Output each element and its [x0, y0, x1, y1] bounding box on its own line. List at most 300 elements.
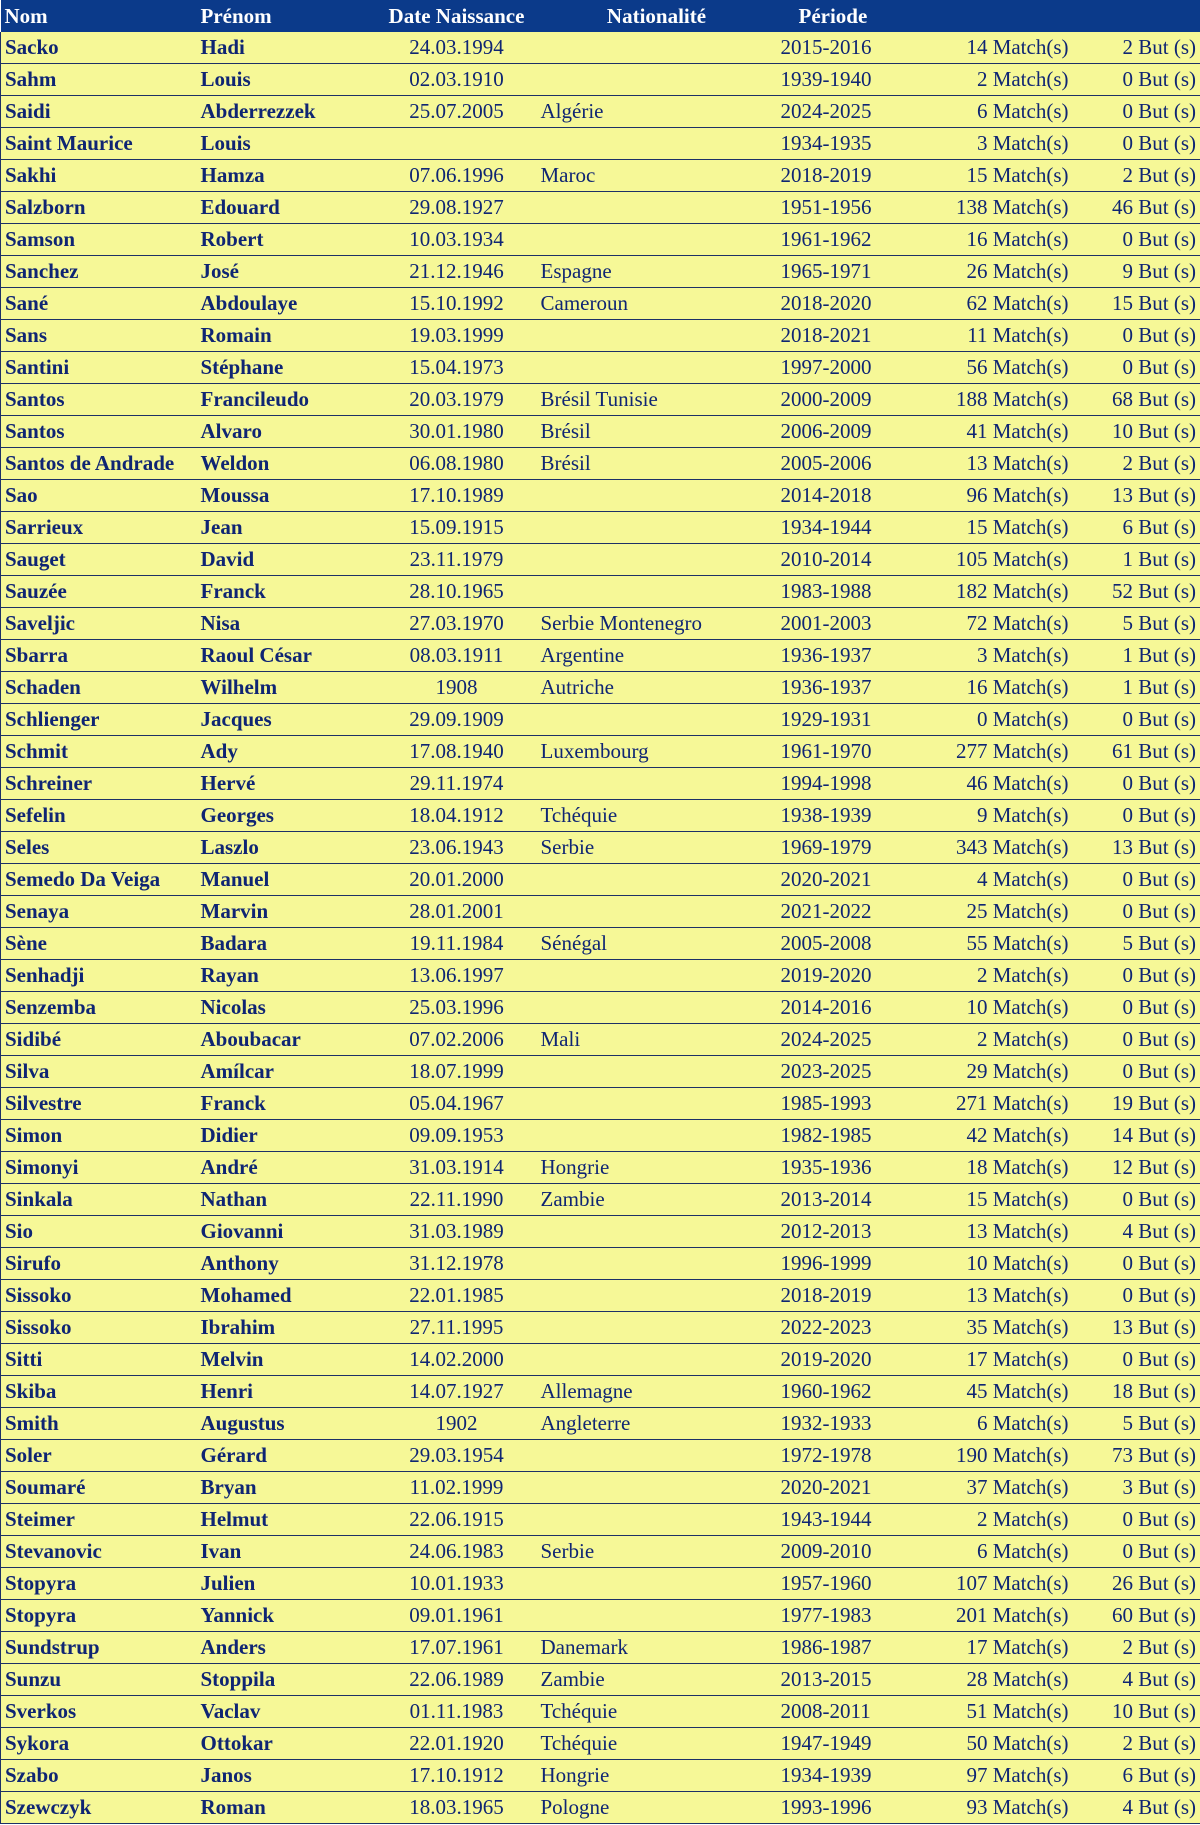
cell-matchs: 4 Match(s)	[897, 864, 1073, 896]
cell-periode: 2012-2013	[777, 1216, 897, 1248]
cell-date-naissance: 17.10.1989	[377, 480, 537, 512]
table-row	[1, 832, 1200, 864]
cell-matchs: 28 Match(s)	[897, 1664, 1073, 1696]
cell-date-naissance: 22.11.1990	[377, 1184, 537, 1216]
cell-buts: 2 But (s)	[1073, 160, 1200, 192]
cell-periode: 1994-1998	[777, 768, 897, 800]
cell-matchs: 17 Match(s)	[897, 1344, 1073, 1376]
header-row	[1, 0, 1200, 32]
cell-buts: 6 But (s)	[1073, 512, 1200, 544]
cell-matchs: 3 Match(s)	[897, 640, 1073, 672]
cell-matchs: 11 Match(s)	[897, 320, 1073, 352]
cell-date-naissance: 09.09.1953	[377, 1120, 537, 1152]
cell-periode: 1939-1940	[777, 64, 897, 96]
cell-date-naissance: 29.08.1927	[377, 192, 537, 224]
cell-buts: 4 But (s)	[1073, 1664, 1200, 1696]
cell-buts: 52 But (s)	[1073, 576, 1200, 608]
cell-date-naissance: 08.03.1911	[377, 640, 537, 672]
cell-prenom: Wilhelm	[197, 672, 377, 704]
cell-buts: 2 But (s)	[1073, 1728, 1200, 1760]
cell-nationalite	[537, 512, 777, 544]
cell-prenom: Abderrezzek	[197, 96, 377, 128]
cell-nationalite: Serbie	[537, 1536, 777, 1568]
cell-prenom: Laszlo	[197, 832, 377, 864]
table-row	[1, 448, 1200, 480]
cell-buts: 2 But (s)	[1073, 32, 1200, 64]
cell-nationalite	[537, 704, 777, 736]
cell-matchs: 2 Match(s)	[897, 1504, 1073, 1536]
table-row	[1, 1312, 1200, 1344]
cell-periode: 2014-2016	[777, 992, 897, 1024]
cell-matchs: 13 Match(s)	[897, 1280, 1073, 1312]
cell-buts: 0 But (s)	[1073, 1280, 1200, 1312]
cell-buts: 0 But (s)	[1073, 1184, 1200, 1216]
table-row	[1, 1248, 1200, 1280]
cell-periode: 2014-2018	[777, 480, 897, 512]
cell-nationalite	[537, 352, 777, 384]
cell-periode: 2015-2016	[777, 32, 897, 64]
cell-nom: Skiba	[1, 1376, 197, 1408]
cell-periode: 1960-1962	[777, 1376, 897, 1408]
cell-nationalite	[537, 896, 777, 928]
cell-buts: 0 But (s)	[1073, 352, 1200, 384]
cell-date-naissance: 14.07.1927	[377, 1376, 537, 1408]
cell-date-naissance: 27.03.1970	[377, 608, 537, 640]
cell-nom: Salzborn	[1, 192, 197, 224]
cell-date-naissance: 23.06.1943	[377, 832, 537, 864]
table-row	[1, 1536, 1200, 1568]
cell-buts: 4 But (s)	[1073, 1216, 1200, 1248]
cell-matchs: 29 Match(s)	[897, 1056, 1073, 1088]
cell-date-naissance: 15.10.1992	[377, 288, 537, 320]
cell-periode: 1965-1971	[777, 256, 897, 288]
cell-nom: Semedo Da Veiga	[1, 864, 197, 896]
cell-buts: 0 But (s)	[1073, 128, 1200, 160]
table-row	[1, 416, 1200, 448]
cell-prenom: Nicolas	[197, 992, 377, 1024]
cell-date-naissance: 18.03.1965	[377, 1792, 537, 1824]
table-row	[1, 736, 1200, 768]
table-row	[1, 32, 1200, 64]
cell-prenom: David	[197, 544, 377, 576]
cell-prenom: Nisa	[197, 608, 377, 640]
cell-periode: 1961-1970	[777, 736, 897, 768]
table-row	[1, 1184, 1200, 1216]
cell-matchs: 182 Match(s)	[897, 576, 1073, 608]
cell-nationalite: Angleterre	[537, 1408, 777, 1440]
cell-buts: 19 But (s)	[1073, 1088, 1200, 1120]
cell-buts: 0 But (s)	[1073, 864, 1200, 896]
cell-prenom: Anthony	[197, 1248, 377, 1280]
cell-prenom: Alvaro	[197, 416, 377, 448]
header-periode[interactable]: Période	[777, 0, 897, 32]
table-row	[1, 800, 1200, 832]
cell-buts: 0 But (s)	[1073, 224, 1200, 256]
cell-matchs: 13 Match(s)	[897, 1216, 1073, 1248]
cell-matchs: 3 Match(s)	[897, 128, 1073, 160]
cell-matchs: 17 Match(s)	[897, 1632, 1073, 1664]
table-row	[1, 512, 1200, 544]
table-row	[1, 320, 1200, 352]
cell-nom: Sunzu	[1, 1664, 197, 1696]
cell-prenom: Francileudo	[197, 384, 377, 416]
table-row	[1, 352, 1200, 384]
cell-nationalite: Brésil	[537, 416, 777, 448]
table-row	[1, 672, 1200, 704]
cell-nom: Sefelin	[1, 800, 197, 832]
cell-nom: Saveljic	[1, 608, 197, 640]
cell-prenom: Henri	[197, 1376, 377, 1408]
cell-date-naissance: 21.12.1946	[377, 256, 537, 288]
cell-matchs: 277 Match(s)	[897, 736, 1073, 768]
table-row	[1, 544, 1200, 576]
cell-buts: 18 But (s)	[1073, 1376, 1200, 1408]
table-row	[1, 864, 1200, 896]
cell-buts: 0 But (s)	[1073, 96, 1200, 128]
cell-nationalite	[537, 1088, 777, 1120]
cell-date-naissance: 22.06.1915	[377, 1504, 537, 1536]
cell-periode: 2010-2014	[777, 544, 897, 576]
cell-matchs: 55 Match(s)	[897, 928, 1073, 960]
cell-prenom: Weldon	[197, 448, 377, 480]
cell-periode: 2018-2019	[777, 1280, 897, 1312]
cell-nom: Sène	[1, 928, 197, 960]
cell-nationalite	[537, 576, 777, 608]
cell-prenom: Gérard	[197, 1440, 377, 1472]
cell-date-naissance: 31.12.1978	[377, 1248, 537, 1280]
cell-prenom: Badara	[197, 928, 377, 960]
cell-nom: Sio	[1, 1216, 197, 1248]
cell-prenom: Bryan	[197, 1472, 377, 1504]
cell-nationalite	[537, 864, 777, 896]
cell-date-naissance: 25.07.2005	[377, 96, 537, 128]
table-row	[1, 192, 1200, 224]
cell-matchs: 37 Match(s)	[897, 1472, 1073, 1504]
cell-date-naissance: 07.06.1996	[377, 160, 537, 192]
cell-prenom: Janos	[197, 1760, 377, 1792]
cell-prenom: Marvin	[197, 896, 377, 928]
cell-nom: Santos de Andrade	[1, 448, 197, 480]
cell-nationalite	[537, 1568, 777, 1600]
cell-matchs: 14 Match(s)	[897, 32, 1073, 64]
cell-periode: 1947-1949	[777, 1728, 897, 1760]
cell-prenom: Nathan	[197, 1184, 377, 1216]
cell-nom: Silva	[1, 1056, 197, 1088]
table-row	[1, 1696, 1200, 1728]
cell-periode: 1935-1936	[777, 1152, 897, 1184]
cell-periode: 2024-2025	[777, 96, 897, 128]
cell-prenom: Yannick	[197, 1600, 377, 1632]
cell-nom: Sundstrup	[1, 1632, 197, 1664]
cell-buts: 13 But (s)	[1073, 1312, 1200, 1344]
cell-periode: 1961-1962	[777, 224, 897, 256]
table-body	[1, 32, 1200, 1824]
cell-nom: Szewczyk	[1, 1792, 197, 1824]
cell-periode: 1943-1944	[777, 1504, 897, 1536]
cell-nationalite: Hongrie	[537, 1152, 777, 1184]
table-row	[1, 224, 1200, 256]
cell-periode: 2005-2008	[777, 928, 897, 960]
cell-periode: 2020-2021	[777, 864, 897, 896]
cell-nationalite: Zambie	[537, 1184, 777, 1216]
table-row	[1, 1664, 1200, 1696]
cell-matchs: 6 Match(s)	[897, 96, 1073, 128]
cell-nationalite: Hongrie	[537, 1760, 777, 1792]
table-row	[1, 608, 1200, 640]
cell-nom: Sissoko	[1, 1280, 197, 1312]
cell-periode: 2001-2003	[777, 608, 897, 640]
cell-nom: Saint Maurice	[1, 128, 197, 160]
header-nom[interactable]: Nom	[1, 0, 197, 32]
cell-prenom: Franck	[197, 576, 377, 608]
cell-buts: 0 But (s)	[1073, 992, 1200, 1024]
table-row	[1, 288, 1200, 320]
cell-date-naissance: 14.02.2000	[377, 1344, 537, 1376]
cell-prenom: Hadi	[197, 32, 377, 64]
table-row	[1, 928, 1200, 960]
cell-buts: 73 But (s)	[1073, 1440, 1200, 1472]
cell-nom: Sbarra	[1, 640, 197, 672]
table-row	[1, 1344, 1200, 1376]
cell-matchs: 138 Match(s)	[897, 192, 1073, 224]
cell-matchs: 72 Match(s)	[897, 608, 1073, 640]
cell-nom: Sinkala	[1, 1184, 197, 1216]
cell-nationalite: Maroc	[537, 160, 777, 192]
cell-nom: Sans	[1, 320, 197, 352]
cell-periode: 1936-1937	[777, 672, 897, 704]
cell-buts: 2 But (s)	[1073, 1632, 1200, 1664]
cell-nationalite	[537, 544, 777, 576]
cell-periode: 1938-1939	[777, 800, 897, 832]
cell-nationalite: Serbie Montenegro	[537, 608, 777, 640]
table-row	[1, 1472, 1200, 1504]
cell-nom: Sissoko	[1, 1312, 197, 1344]
header-nationalite[interactable]: Nationalité	[537, 0, 777, 32]
cell-periode: 1934-1939	[777, 1760, 897, 1792]
cell-date-naissance: 22.01.1985	[377, 1280, 537, 1312]
cell-buts: 2 But (s)	[1073, 448, 1200, 480]
cell-nationalite	[537, 960, 777, 992]
cell-prenom: Manuel	[197, 864, 377, 896]
cell-periode: 2006-2009	[777, 416, 897, 448]
cell-matchs: 105 Match(s)	[897, 544, 1073, 576]
cell-nationalite: Argentine	[537, 640, 777, 672]
cell-periode: 1972-1978	[777, 1440, 897, 1472]
cell-buts: 0 But (s)	[1073, 896, 1200, 928]
cell-nationalite	[537, 1440, 777, 1472]
cell-periode: 1929-1931	[777, 704, 897, 736]
cell-matchs: 97 Match(s)	[897, 1760, 1073, 1792]
cell-matchs: 107 Match(s)	[897, 1568, 1073, 1600]
table-row	[1, 960, 1200, 992]
cell-nationalite	[537, 768, 777, 800]
cell-matchs: 15 Match(s)	[897, 1184, 1073, 1216]
table-row	[1, 128, 1200, 160]
cell-matchs: 10 Match(s)	[897, 1248, 1073, 1280]
cell-date-naissance: 22.01.1920	[377, 1728, 537, 1760]
cell-periode: 2023-2025	[777, 1056, 897, 1088]
cell-buts: 3 But (s)	[1073, 1472, 1200, 1504]
table-row	[1, 1440, 1200, 1472]
cell-nom: Sané	[1, 288, 197, 320]
cell-matchs: 343 Match(s)	[897, 832, 1073, 864]
cell-nationalite: Brésil Tunisie	[537, 384, 777, 416]
cell-date-naissance: 27.11.1995	[377, 1312, 537, 1344]
cell-nationalite: Brésil	[537, 448, 777, 480]
cell-buts: 1 But (s)	[1073, 672, 1200, 704]
cell-buts: 13 But (s)	[1073, 832, 1200, 864]
cell-nationalite	[537, 224, 777, 256]
cell-matchs: 6 Match(s)	[897, 1408, 1073, 1440]
table-row	[1, 704, 1200, 736]
cell-nom: Senaya	[1, 896, 197, 928]
cell-nationalite: Danemark	[537, 1632, 777, 1664]
cell-nationalite: Luxembourg	[537, 736, 777, 768]
cell-prenom: Jacques	[197, 704, 377, 736]
cell-prenom: Julien	[197, 1568, 377, 1600]
cell-prenom: Jean	[197, 512, 377, 544]
cell-nom: Schmit	[1, 736, 197, 768]
cell-prenom: Robert	[197, 224, 377, 256]
cell-matchs: 9 Match(s)	[897, 800, 1073, 832]
cell-buts: 6 But (s)	[1073, 1760, 1200, 1792]
cell-nom: Senzemba	[1, 992, 197, 1024]
cell-nationalite: Serbie	[537, 832, 777, 864]
cell-periode: 1982-1985	[777, 1120, 897, 1152]
cell-periode: 2024-2025	[777, 1024, 897, 1056]
cell-nom: Saidi	[1, 96, 197, 128]
cell-nationalite	[537, 480, 777, 512]
cell-buts: 0 But (s)	[1073, 1344, 1200, 1376]
cell-date-naissance: 28.01.2001	[377, 896, 537, 928]
table-row	[1, 768, 1200, 800]
cell-matchs: 0 Match(s)	[897, 704, 1073, 736]
header-buts	[1073, 0, 1200, 32]
cell-periode: 2008-2011	[777, 1696, 897, 1728]
cell-matchs: 93 Match(s)	[897, 1792, 1073, 1824]
cell-matchs: 2 Match(s)	[897, 960, 1073, 992]
table-row	[1, 160, 1200, 192]
table-row	[1, 1216, 1200, 1248]
cell-nom: Sauget	[1, 544, 197, 576]
cell-matchs: 201 Match(s)	[897, 1600, 1073, 1632]
table-row	[1, 1088, 1200, 1120]
cell-buts: 61 But (s)	[1073, 736, 1200, 768]
cell-buts: 14 But (s)	[1073, 1120, 1200, 1152]
cell-nationalite: Sénégal	[537, 928, 777, 960]
cell-prenom: Raoul César	[197, 640, 377, 672]
header-prenom[interactable]: Prénom	[197, 0, 377, 32]
cell-matchs: 2 Match(s)	[897, 1024, 1073, 1056]
cell-nom: Sykora	[1, 1728, 197, 1760]
cell-periode: 2005-2006	[777, 448, 897, 480]
cell-nationalite	[537, 32, 777, 64]
cell-matchs: 62 Match(s)	[897, 288, 1073, 320]
cell-date-naissance: 06.08.1980	[377, 448, 537, 480]
cell-periode: 1996-1999	[777, 1248, 897, 1280]
cell-buts: 26 But (s)	[1073, 1568, 1200, 1600]
cell-prenom: Augustus	[197, 1408, 377, 1440]
cell-nationalite: Tchéquie	[537, 1696, 777, 1728]
cell-prenom: Louis	[197, 64, 377, 96]
cell-date-naissance: 01.11.1983	[377, 1696, 537, 1728]
cell-matchs: 50 Match(s)	[897, 1728, 1073, 1760]
cell-buts: 4 But (s)	[1073, 1792, 1200, 1824]
cell-buts: 68 But (s)	[1073, 384, 1200, 416]
cell-prenom: Ibrahim	[197, 1312, 377, 1344]
cell-nationalite: Tchéquie	[537, 1728, 777, 1760]
cell-date-naissance	[377, 128, 537, 160]
cell-nationalite	[537, 992, 777, 1024]
table-row	[1, 1728, 1200, 1760]
cell-prenom: Giovanni	[197, 1216, 377, 1248]
cell-matchs: 18 Match(s)	[897, 1152, 1073, 1184]
cell-prenom: Ivan	[197, 1536, 377, 1568]
cell-matchs: 15 Match(s)	[897, 512, 1073, 544]
table-row	[1, 992, 1200, 1024]
cell-buts: 10 But (s)	[1073, 416, 1200, 448]
cell-periode: 1957-1960	[777, 1568, 897, 1600]
cell-matchs: 46 Match(s)	[897, 768, 1073, 800]
cell-matchs: 35 Match(s)	[897, 1312, 1073, 1344]
cell-prenom: Ottokar	[197, 1728, 377, 1760]
cell-prenom: Abdoulaye	[197, 288, 377, 320]
cell-buts: 10 But (s)	[1073, 1696, 1200, 1728]
cell-date-naissance: 30.01.1980	[377, 416, 537, 448]
cell-nationalite	[537, 320, 777, 352]
table-row	[1, 1408, 1200, 1440]
cell-nom: Seles	[1, 832, 197, 864]
cell-nom: Sahm	[1, 64, 197, 96]
cell-date-naissance: 22.06.1989	[377, 1664, 537, 1696]
cell-nom: Samson	[1, 224, 197, 256]
cell-buts: 0 But (s)	[1073, 1248, 1200, 1280]
cell-buts: 9 But (s)	[1073, 256, 1200, 288]
cell-nationalite	[537, 128, 777, 160]
cell-buts: 5 But (s)	[1073, 1408, 1200, 1440]
cell-prenom: Helmut	[197, 1504, 377, 1536]
cell-prenom: Edouard	[197, 192, 377, 224]
cell-nationalite: Autriche	[537, 672, 777, 704]
cell-nationalite: Mali	[537, 1024, 777, 1056]
cell-nationalite	[537, 1248, 777, 1280]
cell-matchs: 42 Match(s)	[897, 1120, 1073, 1152]
cell-matchs: 188 Match(s)	[897, 384, 1073, 416]
cell-prenom: Moussa	[197, 480, 377, 512]
table-row	[1, 480, 1200, 512]
cell-nom: Sauzée	[1, 576, 197, 608]
cell-nationalite	[537, 1600, 777, 1632]
cell-nationalite	[537, 1216, 777, 1248]
cell-matchs: 271 Match(s)	[897, 1088, 1073, 1120]
header-matchs	[897, 0, 1073, 32]
cell-matchs: 41 Match(s)	[897, 416, 1073, 448]
cell-nationalite	[537, 1056, 777, 1088]
cell-date-naissance: 02.03.1910	[377, 64, 537, 96]
cell-periode: 1977-1983	[777, 1600, 897, 1632]
cell-nom: Schreiner	[1, 768, 197, 800]
cell-matchs: 16 Match(s)	[897, 672, 1073, 704]
cell-date-naissance: 13.06.1997	[377, 960, 537, 992]
cell-matchs: 10 Match(s)	[897, 992, 1073, 1024]
cell-nationalite	[537, 64, 777, 96]
cell-periode: 1936-1937	[777, 640, 897, 672]
header-date-naissance[interactable]: Date Naissance	[377, 0, 537, 32]
cell-date-naissance: 17.07.1961	[377, 1632, 537, 1664]
cell-nationalite	[537, 1504, 777, 1536]
cell-prenom: Vaclav	[197, 1696, 377, 1728]
cell-date-naissance: 31.03.1914	[377, 1152, 537, 1184]
